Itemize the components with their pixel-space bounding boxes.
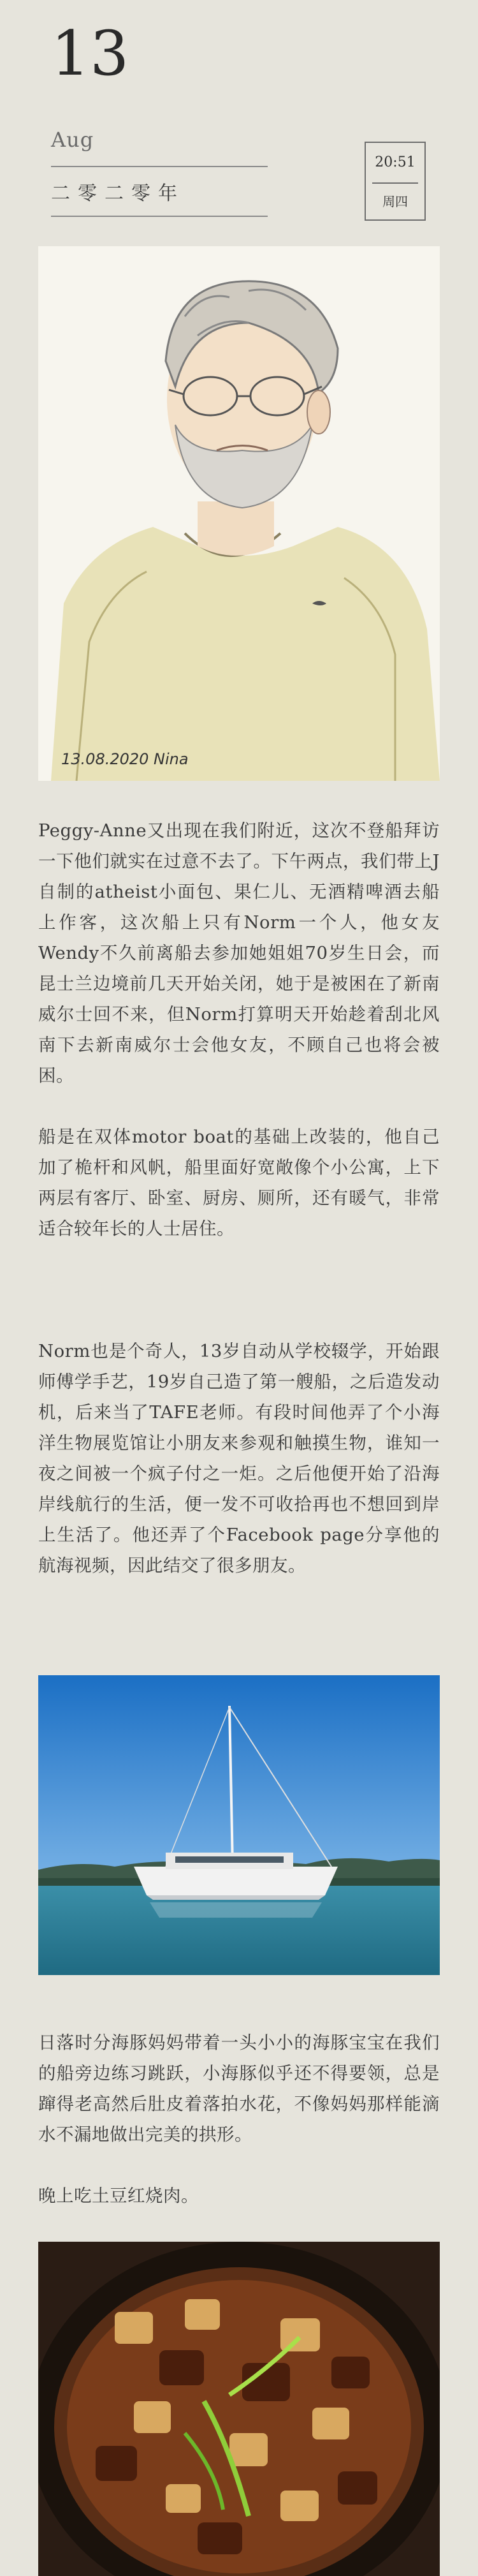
date-year: 二零二零年 [51,182,185,205]
paragraph-dinner: 晚上吃土豆红烧肉。 [38,2186,199,2206]
time-box-divider [372,182,418,184]
date-day: 13 [51,18,129,89]
time-box [365,142,426,221]
portrait-sketch-image[interactable] [38,246,440,781]
paragraph-boat: 船是在双体motor boat的基础上改装的，他自己加了桅杆和风帆，船里面好宽敞像个小公寓，上下两层有客厅、卧室、厨房、厕所，还有暖气，非常适合较年长的人士居住。 [38,1127,440,1239]
paragraph-visit: Peggy-Anne又出现在我们附近，这次不登船拜访一下他们就实在过意不去了。下午两点，我们带上J自制的atheist小面包、果仁儿、无酒精啤酒去船上作客，这次船上只有Norm一个人，他女友Wendy不久前离船去参加她姐姐70岁生日会，而昆士兰边境前几天开始关闭，她于是被困在了新南威尔士回不来，但Norm打算明天开始趁着刮北风南下去新南威尔士会他女友，不顾自己也将会被困。 [38,820,440,1086]
header-divider-bottom [51,216,268,217]
header-divider-top [51,166,268,167]
sketch-signature: 13.08.2020 Nina [61,750,189,768]
sailboat-photo[interactable] [38,1675,440,1975]
time-label: 20:51 [375,154,416,170]
braised-pork-photo[interactable] [38,2242,440,2576]
paragraph-norm: Norm也是个奇人，13岁自动从学校辍学，开始跟师傅学手艺，19岁自己造了第一艘船，之后造发动机，后来当了TAFE老师。有段时间他弄了个小海洋生物展览馆让小朋友来参观和触摸生物，谁知一夜之间被一个疯子付之一炬。之后他便开始了沿海岸线航行的生活，便一发不可收拾再也不想回到岸上生活了。他还弄了个Facebook page分享他的航海视频，因此结交了很多朋友。 [38,1341,440,1576]
weekday-label: 周四 [382,194,408,209]
paragraph-dolphins: 日落时分海豚妈妈带着一头小小的海豚宝宝在我们的船旁边练习跳跃，小海豚似乎还不得要领，总是蹿得老高然后肚皮着落拍水花，不像妈妈那样能滴水不漏地做出完美的拱形。 [38,2032,440,2145]
date-month: Aug [51,128,94,152]
